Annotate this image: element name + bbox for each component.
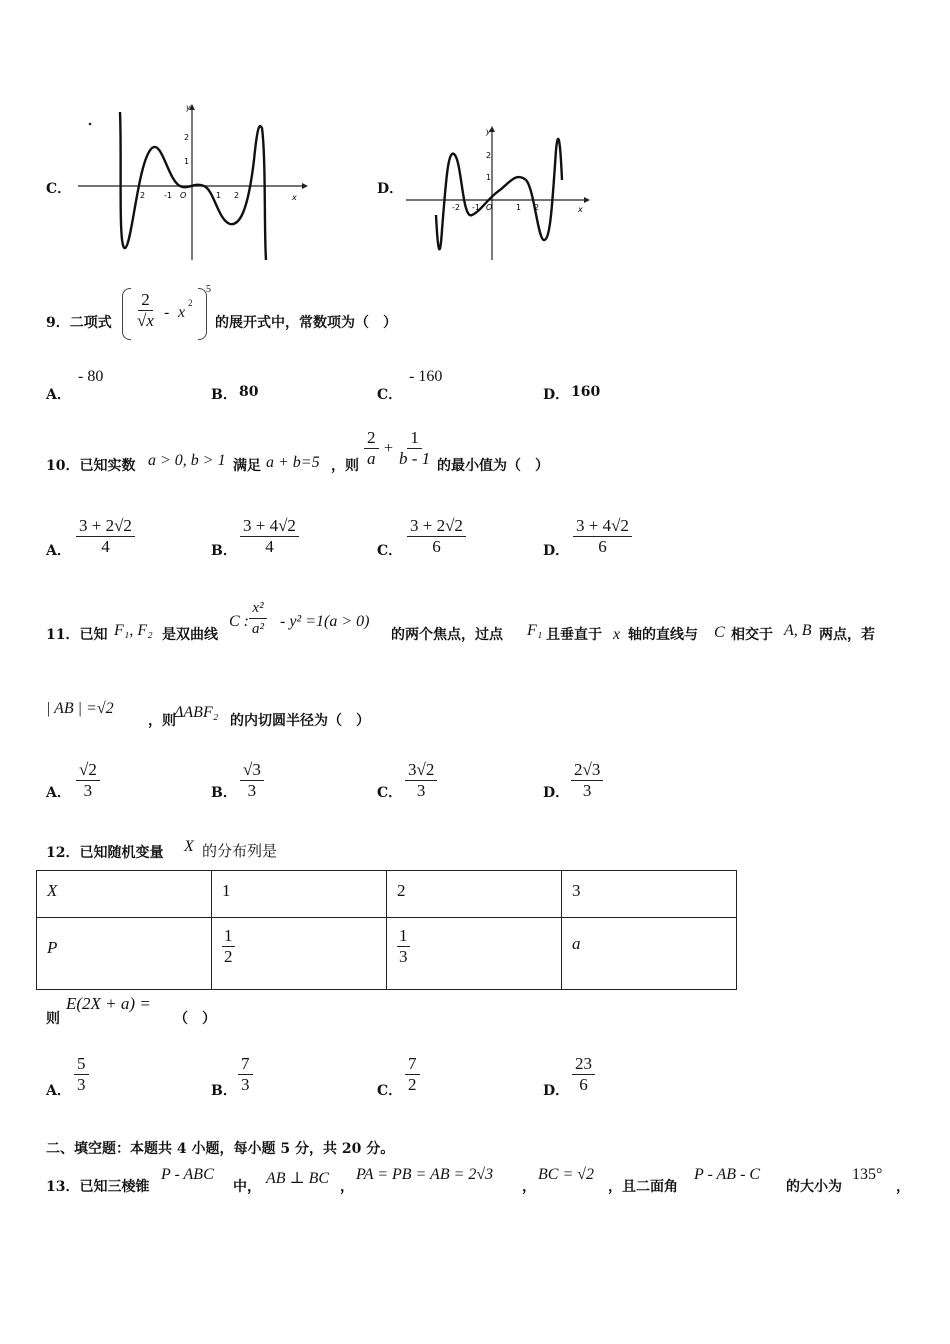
q9-option-d-value: 160 (571, 384, 601, 400)
tick-label: 1 (216, 191, 222, 200)
x-axis-label: x (292, 193, 297, 202)
q11-curve-name: C : (229, 613, 249, 630)
q11-abs-ab: | AB | =√2 (46, 700, 114, 717)
q11-option-d-value: $\frac{2√3}{3}$ (571, 760, 603, 801)
q9-stem: 的展开式中，常数项为（ ） (215, 315, 397, 331)
q9-option-c-value: - 160 (409, 368, 443, 385)
q10-option-a-value: $\frac{3 + 2√2}{4}$ (76, 516, 135, 557)
q11-stem: 的内切圆半径为（ ） (230, 713, 370, 729)
q12-stem: 的分布列是 (202, 842, 278, 860)
q13-text: ，且二面角 (608, 1179, 678, 1195)
q13-equalities: PA = PB = AB = 2√3 (356, 1166, 494, 1183)
q12-option-a-label: A． (46, 1083, 71, 1099)
q12-option-b-value: $\frac{7}{3}$ (238, 1054, 253, 1095)
q9-option-b-value: 80 (239, 384, 259, 400)
table-cell: a (562, 918, 737, 990)
q13-in: 中， (233, 1179, 261, 1195)
q11-c: C (714, 624, 725, 641)
section-2-heading: 二、填空题：本题共 4 小题，每小题 5 分，共 20 分。 (46, 1141, 395, 1157)
q10-option-d-label: D． (543, 543, 570, 559)
tick-label: 2 (140, 191, 146, 200)
q10-fraction-1: $\frac{2}{a}$ (364, 428, 379, 469)
q11-text5: 两点，若 (819, 627, 875, 643)
left-paren (122, 288, 131, 340)
table-cell: X (37, 871, 212, 918)
graph-d (400, 120, 595, 270)
q10-option-b-value: $\frac{3 + 4√2}{4}$ (240, 516, 299, 557)
q11-option-c-label: C． (377, 785, 403, 801)
table-cell: $\frac{1}{2}$ (212, 918, 387, 990)
tick-label: -2 (452, 203, 460, 212)
q12-option-d-value: $\frac{23}{6}$ (572, 1054, 595, 1095)
q13-perp: AB ⊥ BC (266, 1170, 330, 1187)
tick-label: -1 (472, 203, 480, 212)
q9-option-b-label: B． (211, 387, 237, 403)
q12-option-a-value: $\frac{5}{3}$ (74, 1054, 89, 1095)
q11-is: 是双曲线 (162, 627, 218, 643)
table-cell: 1 (212, 871, 387, 918)
origin-label: O (180, 191, 187, 200)
origin-label: O (486, 203, 493, 212)
q10-condition: a > 0, b > 1 (148, 452, 226, 469)
q13-comma-2: ， (522, 1179, 536, 1195)
curve-d (436, 139, 562, 249)
y-axis-label: y (486, 127, 491, 136)
q11-then: ，则 (148, 713, 176, 729)
ytick-label: 1 (184, 157, 190, 166)
table-cell: P (37, 918, 212, 990)
q10-option-c-label: C． (377, 543, 403, 559)
q13-angle: 135° (852, 1166, 883, 1183)
ytick-label: 2 (486, 151, 492, 160)
graph-c (70, 100, 310, 270)
q11-option-a-value: $\frac{√2}{3}$ (76, 760, 100, 801)
q13-prefix: 13．已知三棱锥 (46, 1179, 150, 1195)
q13-dihedral: P - AB - C (694, 1166, 761, 1183)
q11-option-a-label: A． (46, 785, 71, 801)
q11-text1: 的两个焦点，过点 (391, 627, 503, 643)
q9-option-a-value: - 80 (78, 368, 104, 385)
q13-pyramid: P - ABC (161, 1166, 214, 1183)
q9-option-d-label: D． (543, 387, 570, 403)
q12-option-b-label: B． (211, 1083, 237, 1099)
q12-blank: （ ） (174, 1011, 216, 1027)
table-cell: 3 (562, 871, 737, 918)
dot (89, 123, 92, 126)
table-cell: 2 (387, 871, 562, 918)
q10-then: ，则 (331, 458, 359, 474)
q11-foci: F₁, F₂ (114, 622, 153, 639)
q9-number: 9．二项式 (46, 315, 112, 331)
q13-comma: ， (340, 1179, 354, 1195)
q12-then: 则 (46, 1011, 60, 1027)
q12-option-c-value: $\frac{7}{2}$ (405, 1054, 420, 1095)
q12-prefix: 12．已知随机变量 (46, 845, 164, 861)
q10-stem: 的最小值为（ ） (437, 458, 549, 474)
q10-mid: 满足 (233, 458, 261, 474)
q13-bc: BC = √2 (538, 1166, 595, 1183)
q12-var: X (184, 838, 194, 855)
q9-expression: $\frac{2}{√x}$ - x 2 5 (122, 288, 212, 342)
q10-plus: + (384, 440, 394, 457)
x-axis-arrow (584, 197, 590, 203)
q11-ab: A, B (784, 622, 812, 639)
q10-option-d-value: $\frac{3 + 4√2}{6}$ (573, 516, 632, 557)
q10-option-b-label: B． (211, 543, 237, 559)
q13-text-2: 的大小为 (786, 1179, 842, 1195)
x-axis-arrow (302, 183, 308, 189)
q11-text3: 轴的直线与 (628, 627, 698, 643)
tick-label: -1 (164, 191, 172, 200)
ytick-label: 2 (184, 133, 190, 142)
q12-option-c-label: C． (377, 1083, 403, 1099)
q9-option-c-label: C． (377, 387, 403, 403)
q11-option-c-value: $\frac{3√2}{3}$ (405, 760, 437, 801)
table-row (37, 871, 737, 918)
q13-end: ， (896, 1179, 910, 1195)
q11-curve-fraction: $\frac{\text{x²}}{\text{a²}}$ (249, 598, 267, 639)
q11-triangle: ΔABF₂ (174, 704, 219, 721)
tick-label: 2 (234, 191, 240, 200)
q10-prefix: 10．已知实数 (46, 458, 136, 474)
q11-text4: 相交于 (731, 627, 773, 643)
q10-option-a-label: A． (46, 543, 71, 559)
q11-prefix: 11．已知 (46, 627, 108, 643)
q10-sum: a + b=5 (266, 454, 320, 471)
q9-fraction: $\frac{2}{√x}$ (137, 290, 154, 330)
ytick-label: 1 (486, 173, 492, 182)
table-row (37, 918, 737, 990)
distribution-table (36, 870, 737, 990)
q11-f1: F₁ (527, 622, 543, 639)
q11-curve-rest: - y² =1(a > 0) (280, 613, 370, 630)
q12-option-d-label: D． (543, 1083, 570, 1099)
q11-x: x (613, 626, 621, 643)
table-cell: $\frac{1}{3}$ (387, 918, 562, 990)
right-paren (198, 288, 207, 340)
q11-option-b-value: $\frac{√3}{3}$ (240, 760, 264, 801)
q10-fraction-2: $\frac{1}{b - 1}$ (399, 428, 431, 468)
tick-label: 1 (516, 203, 522, 212)
option-c-label: C． (46, 181, 72, 197)
q12-expression: E(2X + a) = (66, 994, 151, 1013)
option-d-label: D． (377, 181, 404, 197)
q9-option-a-label: A． (46, 387, 71, 403)
q11-text2: 且垂直于 (546, 627, 602, 643)
q11-option-b-label: B． (211, 785, 237, 801)
q11-option-d-label: D． (543, 785, 570, 801)
x-axis-label: x (578, 205, 583, 214)
y-axis-label: y (186, 103, 191, 112)
tick-label: 2 (534, 203, 540, 212)
q10-option-c-value: $\frac{3 + 2√2}{6}$ (407, 516, 466, 557)
